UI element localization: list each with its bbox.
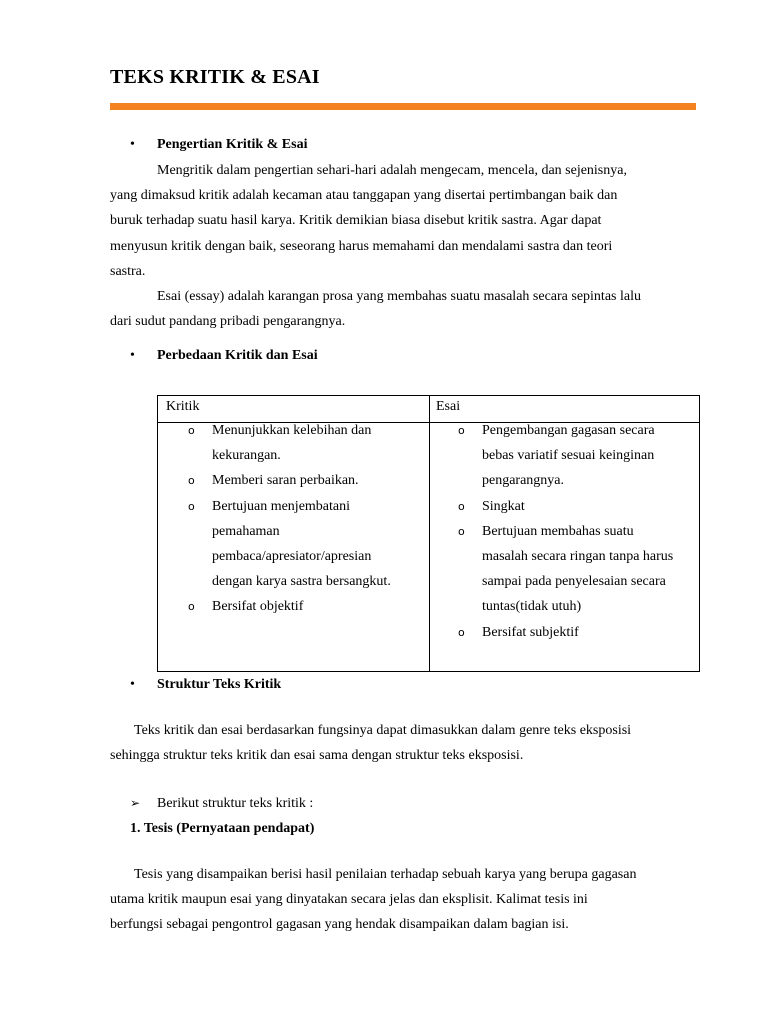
list-item: o Singkat [458,494,673,519]
list-item-continuation: dengan karya sastra bersangkut. [212,574,391,590]
text-line: menyusun kritik dengan baik, seseorang harus memahami dan mendalami sastra dan teori [110,238,613,254]
list-item: o Memberi saran perbaikan. [188,468,391,493]
kritik-list [188,418,391,620]
table-divider [429,396,430,671]
bullet-icon: • [130,348,135,363]
paragraph-kritik-definition [110,158,700,334]
text-line: Tesis yang disampaikan berisi hasil penilaian terhadap sebuah karya yang berupa gagasan [134,867,637,882]
paragraph-tesis [110,862,700,938]
title-underline [110,103,696,110]
text-line: sastra. [110,263,146,279]
text-line: Teks kritik dan esai berdasarkan fungsinya dapat dimasukkan dalam genre teks eksposisi [134,723,632,738]
text-line: sehingga struktur teks kritik dan esai sama dengan struktur teks eksposisi. [110,748,524,764]
text-line: buruk terhadap suatu hasil karya. Kritik demikian biasa disebut kritik sastra. Agar dapat [110,213,602,229]
list-item: o Pengembangan gagasan secara [458,418,673,443]
circle-bullet-icon: o [188,499,195,513]
circle-bullet-icon: o [458,524,465,538]
arrow-list-item: Berikut struktur teks kritik : [157,796,314,811]
esai-list [458,418,673,645]
list-item-continuation: pengarangnya. [482,473,565,489]
text-line: dari sudut pandang pribadi pengarangnya. [110,314,346,330]
bullet-icon: • [130,137,135,152]
text-line: Esai (essay) adalah karangan prosa yang membahas suatu masalah secara sepintas lalu [157,289,641,305]
circle-bullet-icon: o [188,600,195,614]
section-heading-perbedaan: Perbedaan Kritik dan Esai [157,348,318,363]
table-header-kritik: Kritik [166,399,200,414]
list-item-continuation: pembaca/apresiator/apresian [212,549,372,565]
text-line: utama kritik maupun esai yang dinyatakan secara jelas dan eksplisit. Kalimat tesis ini [110,892,588,908]
section-heading-struktur: Struktur Teks Kritik [157,677,282,692]
text-line: Mengritik dalam pengertian sehari-hari adalah mengecam, mencela, dan sejenisnya, [157,163,627,178]
numbered-heading-tesis: 1. Tesis (Pernyataan pendapat) [130,821,315,836]
list-item-continuation: masalah secara ringan tanpa harus [482,549,674,565]
list-item: o Bertujuan menjembatani [188,494,391,519]
list-item-continuation: kekurangan. [212,448,281,464]
circle-bullet-icon: o [188,424,195,437]
list-item: o Bersifat subjektif [458,620,673,645]
list-item: o Bertujuan membahas suatu [458,519,673,544]
section-heading-pengertian: Pengertian Kritik & Esai [157,137,308,152]
circle-bullet-icon: o [458,625,465,639]
list-item: o Menunjukkan kelebihan dan [188,418,391,443]
paragraph-struktur [110,718,700,768]
text-line: yang dimaksud kritik adalah kecaman atau tanggapan yang disertai pertimbangan baik dan [110,188,618,204]
circle-bullet-icon: o [458,499,465,513]
comparison-table [157,395,700,672]
list-item: o Bersifat objektif [188,594,391,619]
circle-bullet-icon: o [458,424,465,437]
list-item-continuation: pemahaman [212,523,280,539]
list-item-continuation: bebas variatif sesuai keinginan [482,448,655,464]
list-item-continuation: tuntas(tidak utuh) [482,599,582,615]
table-header-esai: Esai [436,399,461,414]
circle-bullet-icon: o [188,474,195,488]
bullet-icon: • [130,677,135,692]
document-title: TEKS KRITIK & ESAI [110,66,320,88]
text-line: berfungsi sebagai pengontrol gagasan yang hendak disampaikan dalam bagian isi. [110,917,569,933]
arrow-bullet-icon: ➢ [130,796,141,810]
list-item-continuation: sampai pada penyelesaian secara [482,574,666,590]
